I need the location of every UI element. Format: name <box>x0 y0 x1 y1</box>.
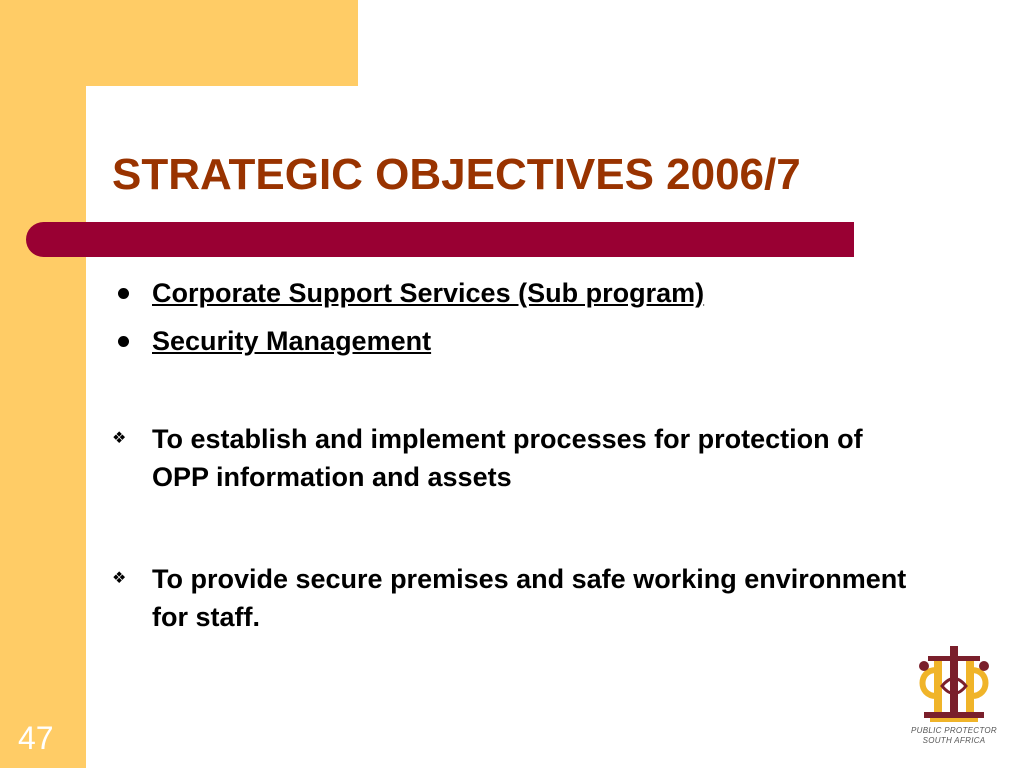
objective-text: To provide secure premises and safe working environment for staff. <box>152 564 907 632</box>
logo-text-line2: SOUTH AFRICA <box>922 736 986 745</box>
objective-text: To establish and implement processes for protection of OPP information and assets <box>152 424 863 492</box>
list-item <box>112 420 912 496</box>
page-number: 47 <box>18 720 54 756</box>
bullet-disc-icon <box>118 288 129 299</box>
bullet-text: Corporate Support Services (Sub program) <box>152 278 705 308</box>
title-underline-bar <box>26 222 854 257</box>
logo-text-line1: PUBLIC PROTECTOR <box>911 726 997 735</box>
left-decorative-band <box>0 0 86 768</box>
list-item <box>112 322 431 360</box>
public-protector-logo <box>906 636 1002 748</box>
list-item <box>112 274 704 312</box>
bullet-text: Security Management <box>152 326 432 356</box>
diamond-bullet-icon: ❖ <box>112 430 127 447</box>
slide-title: STRATEGIC OBJECTIVES 2006/7 <box>112 150 801 199</box>
list-item <box>112 560 912 636</box>
top-decorative-band <box>0 0 358 86</box>
public-protector-emblem-icon <box>906 636 1002 726</box>
diamond-bullet-icon: ❖ <box>112 570 127 587</box>
bullet-disc-icon <box>118 336 129 347</box>
